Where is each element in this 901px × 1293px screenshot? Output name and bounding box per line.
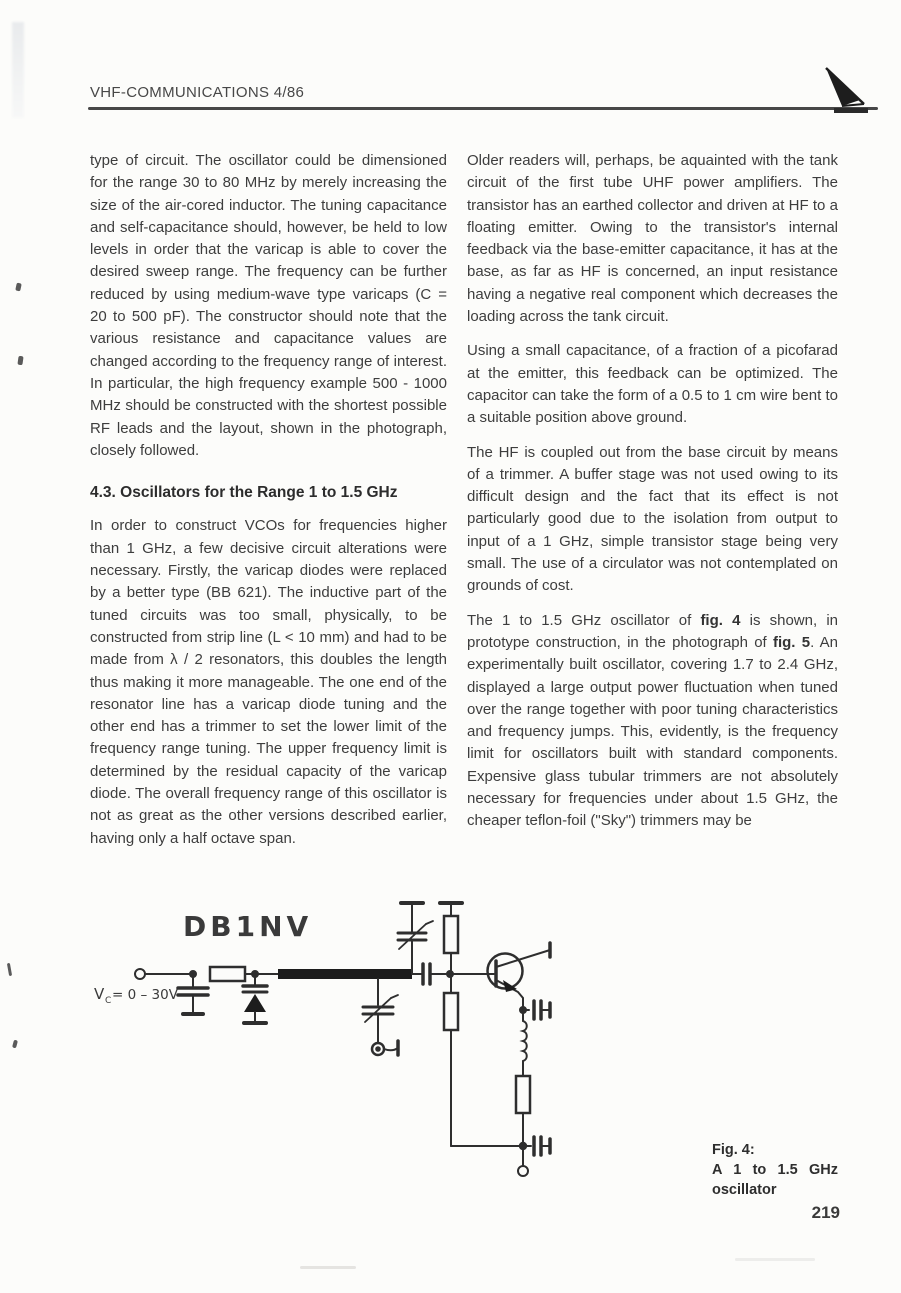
text-run: The 1 to 1.5 GHz oscillator of <box>467 611 701 629</box>
scan-speck <box>17 356 23 366</box>
scan-smudge <box>735 1258 815 1261</box>
text-run: . An experimentally built oscillator, covering 1.7 to 2.4 GHz, displayed a large output power fluctuation when tuned over the range together with poor tuning characteristics and frequency jumps. This, evidently, is the frequency limit for oscillators built with standard components. Expensive glass tubular trimmers are not absolutely necessary for frequencies under about 1.5 GHz, the cheaper teflon-foil ("Sky") trimmers may be <box>467 633 838 830</box>
resistor-8k2 <box>444 916 458 953</box>
scan-smudge <box>300 1266 356 1269</box>
text-run: is shown, in prototype construction, in the photograph of <box>467 611 838 651</box>
text-run: In order to construct VCOs for frequencies higher than 1 GHz, a few decisive circuit alterations were necessary. Firstly, the varicap diodes were replaced by a better type (BB 621). The inductive part of the tuned circuits was too small, physically, to be constructed from strip line (L < 10 mm) and had to be made from λ / 2 resonators, this doubles the length thus making it more manageable. The one end of the resonator line has a varicap diode tuning and the other end has a trimmer to set the lower limit of the frequency range tuning. The upper frequency limit is determined by the residual capacity of the varicap diode. The overall frequency range of this oscillator is not as great as the other versions described earlier, having only a half octave span. <box>90 517 447 847</box>
bold-text-run: fig. 5 <box>772 633 811 651</box>
caption-line: A 1 to 1.5 GHz <box>712 1162 838 1178</box>
caption-line: Fig. 4: <box>712 1142 755 1158</box>
oscillator-schematic <box>88 888 658 1200</box>
bold-text-run: fig. 4 <box>700 611 741 629</box>
paragraph <box>90 150 447 462</box>
paragraph <box>467 340 838 429</box>
input-terminal <box>135 969 145 979</box>
rfc-choke <box>523 1021 527 1061</box>
antenna-logo-icon <box>820 66 876 114</box>
resistor-220 <box>516 1076 530 1113</box>
vc-label-sub: C <box>105 996 112 1006</box>
paragraph <box>467 150 838 328</box>
text-run: 4.3. Oscillators for the Range 1 to 1.5 GHz <box>90 484 398 502</box>
scan-streak-artifact <box>12 22 24 118</box>
supply-terminal <box>518 1166 528 1176</box>
page-number: 219 <box>811 1203 840 1222</box>
stripline-resonator <box>278 969 412 979</box>
header-rule <box>88 107 878 110</box>
section-heading <box>90 482 447 504</box>
callsign-label: DB1NV <box>183 910 313 943</box>
text-run: Using a small capacitance, of a fraction of a picofarad at the emitter, this feedback can be optimized. The capacitor can take the form of a 0.5 to 1 cm wire bent to a suitable position above ground. <box>467 342 838 427</box>
resistor-2k2 <box>444 993 458 1030</box>
text-run: type of circuit. The oscillator could be dimensioned for the range 30 to 80 MHz by merely increasing the size of the air-cored inductor. The tuning capacitance and self-capacitance should, however, be held to low levels in order that the varicap is able to cover the desired sweep range. The frequency can be further reduced by using medium-wave type varicaps (C = 20 to 500 pF). The constructor should note that the various resistance and capacitance values are changed according to the frequency range of interest. In particular, the high frequency example 500 - 1000 MHz should be constructed with the shortest possible RF leads and the layout, shown in the photograph, closely followed. <box>90 152 447 459</box>
vc-label-prefix: V <box>94 985 105 1003</box>
caption-line: oscillator <box>712 1182 777 1198</box>
left-column <box>90 150 447 862</box>
varicap-diode <box>244 994 266 1012</box>
text-run: The HF is coupled out from the base circuit by means of a trimmer. A buffer stage was not used owing to its difficult design and the fact that its effect is not particularly good due to the isolation from output to input of a 1 GHz, simple transistor stage being very small. The use of a circulator was not contemplated on grounds of cost. <box>467 443 838 595</box>
scan-speck <box>7 963 12 976</box>
text-run: Older readers will, perhaps, be aquainted with the tank circuit of the first tube UHF power amplifiers. The transistor has an earthed collector and driven at HF to a floating emitter. Owing to the transistor's internal feedback via the base-emitter capacitance, it has at the base, as far as HF is concerned, an input resistance having a negative real component which decreases the loading across the tank circuit. <box>467 152 838 326</box>
vc-label-value: = 0 – 30V <box>112 987 178 1003</box>
journal-header: VHF-COMMUNICATIONS 4/86 <box>90 84 305 101</box>
scan-speck <box>15 283 22 292</box>
figure-caption <box>712 1140 838 1200</box>
right-column <box>467 150 838 845</box>
paragraph <box>90 515 447 849</box>
paragraph <box>467 610 838 833</box>
resistor-47k <box>210 967 245 981</box>
scan-speck <box>12 1040 18 1049</box>
paragraph <box>467 442 838 598</box>
